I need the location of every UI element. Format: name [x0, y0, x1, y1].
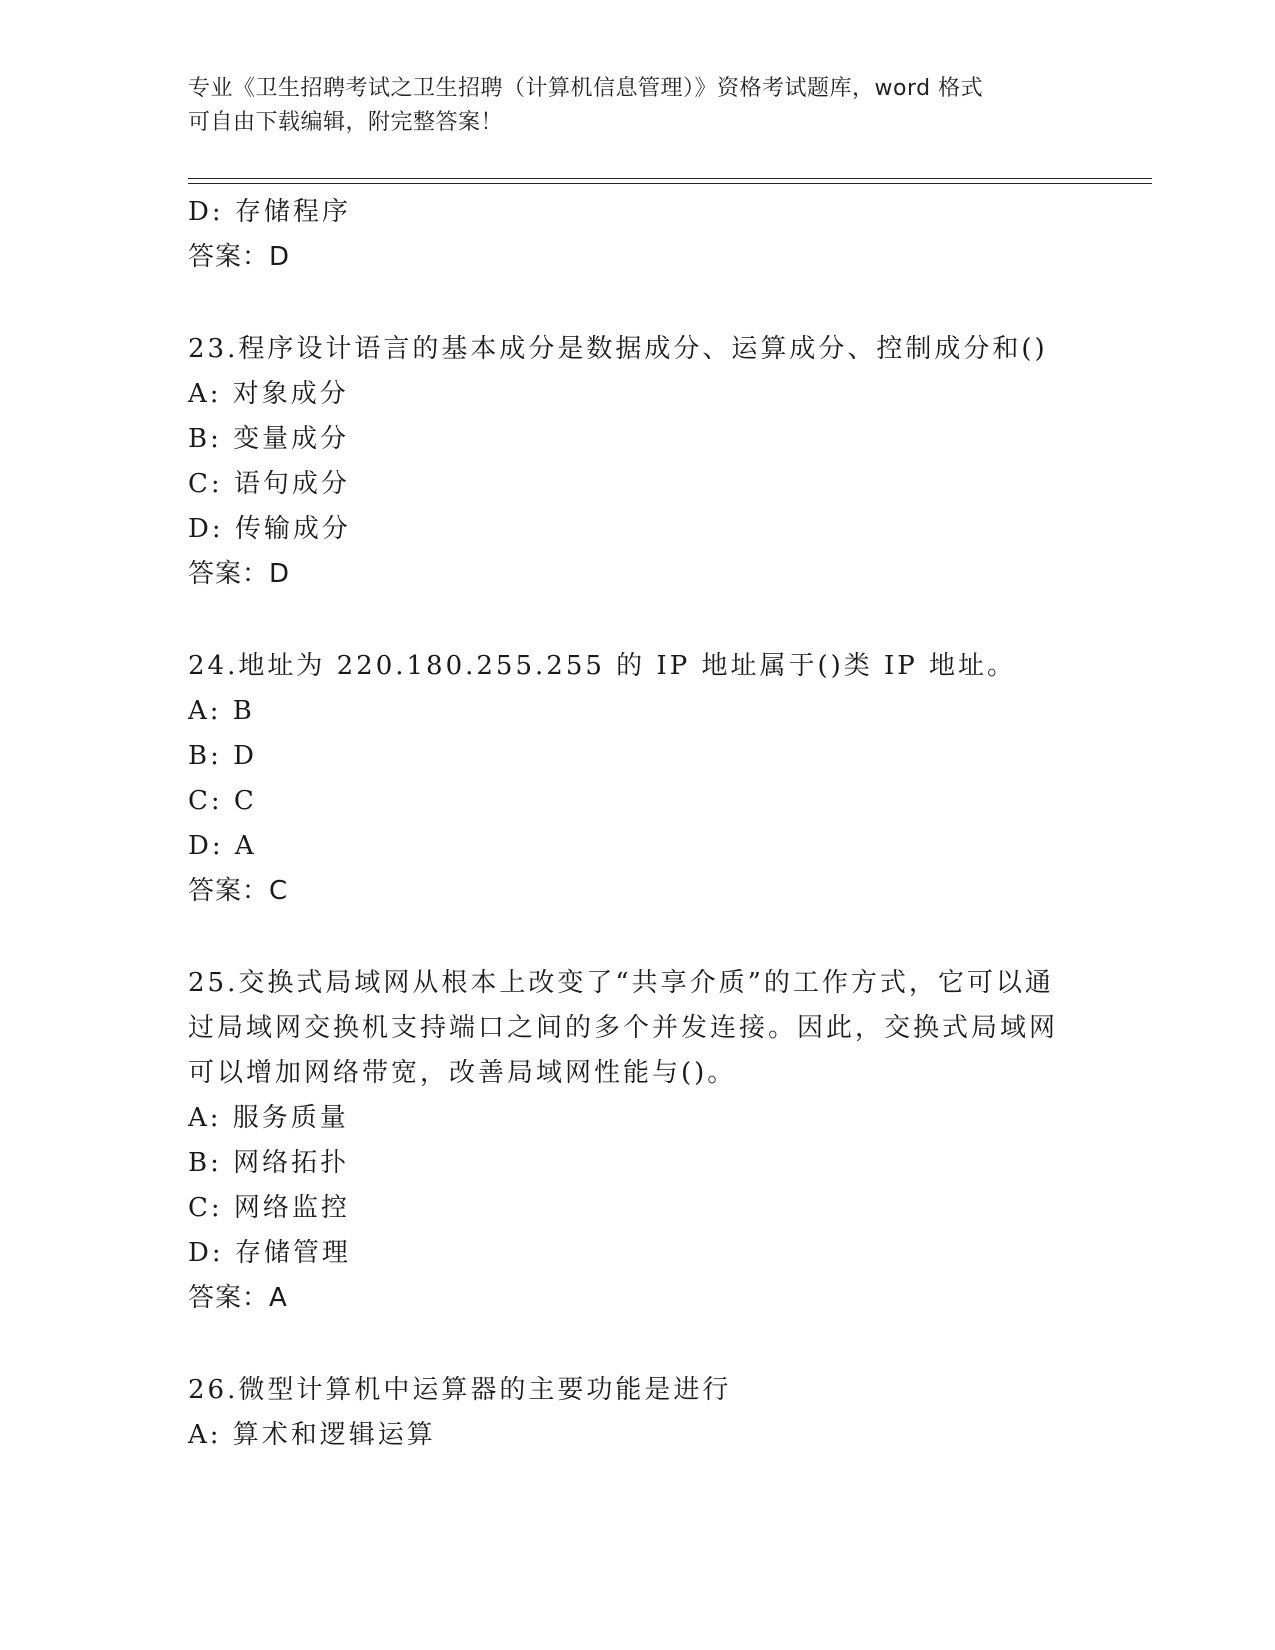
option-b: B: D — [188, 741, 257, 771]
header-line-2: 可自由下载编辑，附完整答案！ — [188, 110, 504, 135]
question-text-line-1: 25.交换式局域网从根本上改变了“共享介质”的工作方式，它可以通 — [188, 968, 1054, 998]
question-text-line-3: 可以增加网络带宽，改善局域网性能与()。 — [188, 1058, 737, 1088]
question-text: 24.地址为 220.180.255.255 的 IP 地址属于()类 IP 地址。 — [188, 651, 1017, 681]
question-24 — [188, 644, 1088, 914]
question-26 — [188, 1368, 1088, 1458]
option-c: C: C — [188, 786, 257, 816]
option-a: A: 算术和逻辑运算 — [188, 1420, 436, 1450]
question-text-line-2: 过局域网交换机支持端口之间的多个并发连接。因此，交换式局域网 — [188, 1013, 1059, 1043]
answer: 答案：D — [188, 559, 291, 589]
option-a: A: 对象成分 — [188, 379, 349, 409]
header-divider-bottom — [188, 183, 1152, 184]
document-header — [188, 72, 1088, 140]
option-d: D: 存储管理 — [188, 1238, 351, 1268]
option-c: C: 语句成分 — [188, 469, 350, 499]
option-c: C: 网络监控 — [188, 1193, 350, 1223]
answer: 答案：C — [188, 876, 289, 906]
option-b: B: 网络拓扑 — [188, 1148, 350, 1178]
option-d: D: A — [188, 831, 257, 861]
question-text: 26.微型计算机中运算器的主要功能是进行 — [188, 1375, 732, 1405]
option-a: A: 服务质量 — [188, 1103, 349, 1133]
answer: 答案：D — [188, 242, 291, 272]
question-list — [188, 190, 1088, 1458]
option-b: B: 变量成分 — [188, 424, 350, 454]
header-divider-top — [188, 178, 1152, 179]
answer: 答案：A — [188, 1283, 288, 1313]
question-text: 23.程序设计语言的基本成分是数据成分、运算成分、控制成分和() — [188, 334, 1048, 364]
option-d: D: 存储程序 — [188, 197, 351, 227]
option-d: D: 传输成分 — [188, 514, 351, 544]
header-line-1: 专业《卫生招聘考试之卫生招聘（计算机信息管理）》资格考试题库，word 格式 — [188, 76, 984, 101]
option-a: A: B — [188, 696, 255, 726]
question-25 — [188, 961, 1088, 1321]
question-23 — [188, 327, 1088, 597]
